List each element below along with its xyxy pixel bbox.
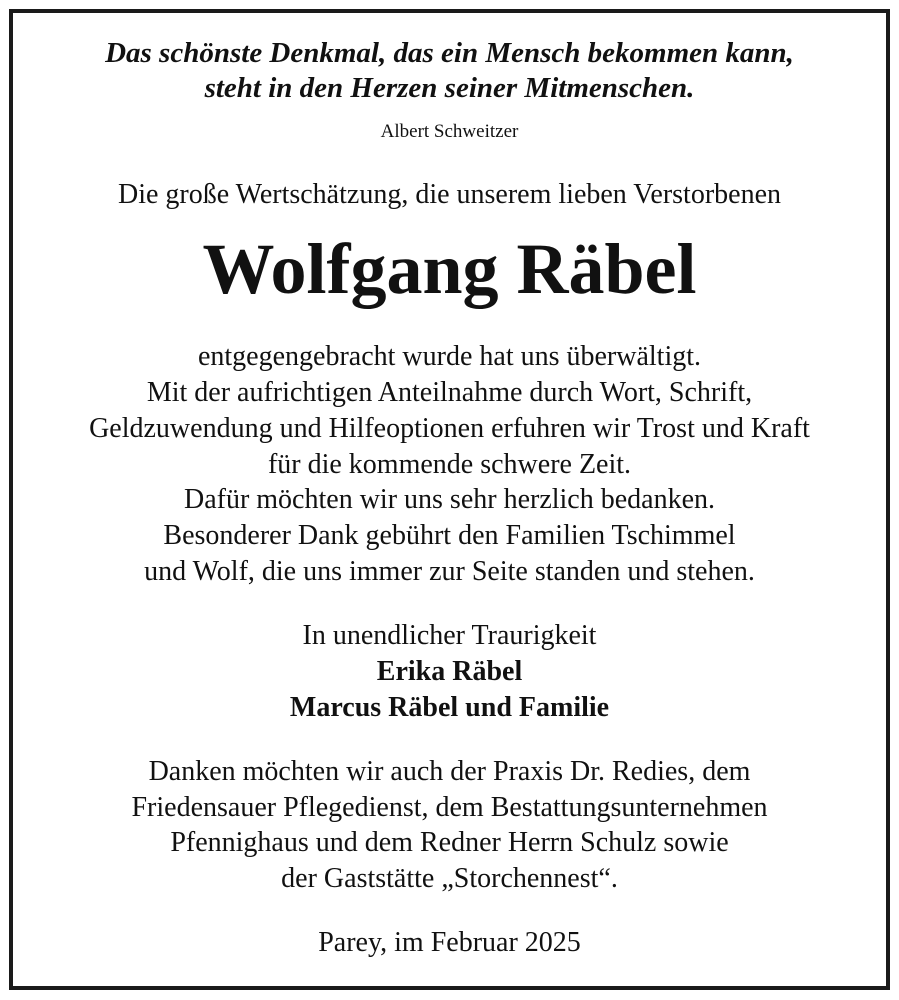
message-line: Dafür möchten wir uns sehr herzlich bedanken. — [183, 484, 716, 515]
message-line: Besonderer Dank gebührt den Familien Tschimmel — [163, 520, 736, 551]
thanks-line: Friedensauer Pflegedienst, dem Bestattungsunternehmen — [131, 792, 768, 823]
quote-line-1: Das schönste Denkmal, das ein Mensch bekommen kann, — [105, 37, 794, 69]
message-line: und Wolf, die uns immer zur Seite standen und stehen. — [144, 556, 755, 587]
intro-text: Die große Wertschätzung, die unserem lieben Verstorbenen — [117, 179, 782, 210]
thanks-line: Pfennighaus und dem Redner Herrn Schulz sowie — [170, 827, 729, 858]
quote-line-2: steht in den Herzen seiner Mitmenschen. — [204, 72, 695, 104]
message-line: Geldzuwendung und Hilfeoptionen erfuhren wir Trost und Kraft — [89, 413, 810, 444]
mourner-name: Marcus Räbel und Familie — [289, 692, 610, 723]
message-line: entgegengebracht wurde hat uns überwältigt. — [197, 341, 702, 372]
thanks-line: der Gaststätte „Storchennest“. — [281, 863, 618, 894]
deceased-name: Wolfgang Räbel — [202, 229, 697, 309]
message-line: für die kommende schwere Zeit. — [267, 449, 632, 480]
message-line: Mit der aufrichtigen Anteilnahme durch Wort, Schrift, — [146, 377, 753, 408]
place-date: Parey, im Februar 2025 — [318, 927, 581, 958]
mourners-heading: In unendlicher Traurigkeit — [302, 620, 597, 651]
mourner-name: Erika Räbel — [376, 656, 523, 687]
thanks-line: Danken möchten wir auch der Praxis Dr. Redies, dem — [148, 756, 751, 787]
quote-author: Albert Schweitzer — [380, 121, 519, 142]
